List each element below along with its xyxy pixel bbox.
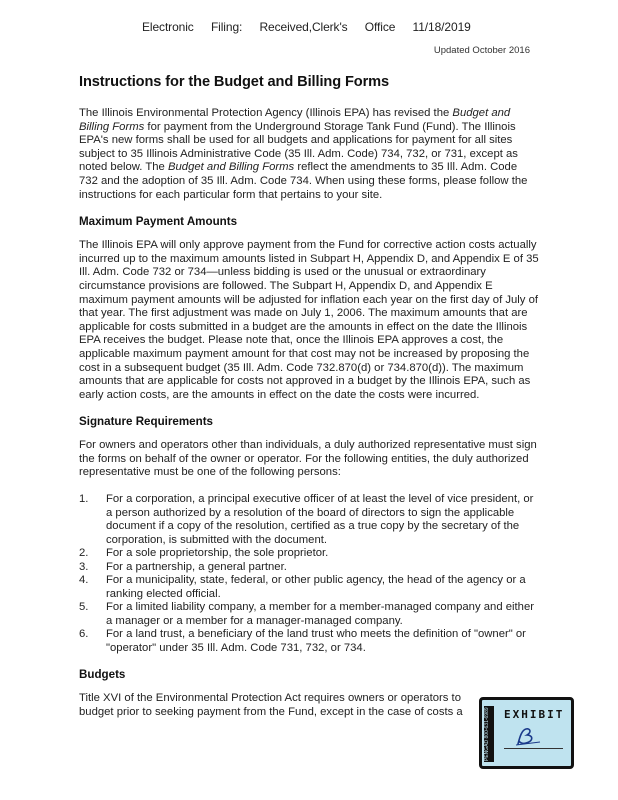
exhibit-vendor-text: PENGAD 800-631-6989 — [484, 706, 494, 762]
list-item — [79, 628, 539, 655]
list-item — [79, 547, 539, 561]
max-payment-heading: Maximum Payment Amounts — [79, 215, 238, 229]
list-number: 6. — [79, 628, 89, 641]
intro-emphasis-1: Budget and Billing Forms — [79, 107, 511, 133]
filing-received: Received,Clerk's — [259, 20, 348, 34]
exhibit-handwritten-mark-icon — [514, 726, 544, 748]
intro-part-2: for payment from the Underground Storage Tank Fund (Fund). The Illinois EPA's new forms shall be used for all budgets and applications for payment for all sites subject to 35 Illinois Administrative Code (35 Ill. Adm. Code) 734, 732, or 731, except as noted below. The — [79, 120, 518, 174]
budgets-paragraph: Title XVI of the Environmental Protection Act requires owners or operators to budget prior to seeking payment from the Fund, except in the case of costs a — [79, 692, 463, 718]
list-item — [79, 601, 539, 628]
list-item — [79, 561, 539, 575]
list-number: 2. — [79, 547, 89, 560]
list-number: 4. — [79, 574, 89, 587]
max-payment-paragraph: The Illinois EPA will only approve payment from the Fund for corrective action costs actually incurred up to the maximum amounts listed in Subpart H, Appendix D, and Appendix E of 35 Ill. Adm. Code 732 or 734—unless bidding is used or the unusual or extraordinary circumstance provisions are followed. The Subpart H, Appendix D, and Appendix E maximum payment amounts will be adjusted for inflation each year on the first day of July of that year. The first adjustment was made on July 1, 2006. The maximum amounts that are applicable for costs submitted in a budget are the amounts in effect on the date the Illinois EPA receives the budget. Please note that, once the Illinois EPA approves a cost, the applicable maximum payment amount for that cost may not be increased by proposing the cost in a subsequent budget (35 Ill. Adm. Code 732.870(d) or 734.870(d)). The maximum amounts that are applicable for costs not approved in a budget by the Illinois EPA, such as early action costs, are the amounts in effect on the date the costs were incurred. — [79, 239, 539, 401]
list-item-text: For a land trust, a beneficiary of the land trust who meets the definition of "owner" or "operator" under 35 Ill. Adm. Code 731, 732, or 734. — [106, 628, 526, 654]
filing-stamp-header — [142, 20, 485, 34]
exhibit-label: EXHIBIT — [504, 708, 565, 721]
filing-office: Office — [364, 20, 396, 34]
list-item — [79, 574, 539, 601]
exhibit-signature-line — [504, 748, 563, 749]
filing-label: Filing: — [210, 20, 243, 34]
list-number: 1. — [79, 493, 89, 506]
list-item-text: For a sole proprietorship, the sole proprietor. — [106, 547, 329, 560]
intro-part-3: reflect the amendments to 35 Ill. Adm. Code 732 and the adoption of 35 Ill. Adm. Code 734. When using these forms, please follow the instructions for each particular form that pertains to your site. — [79, 161, 528, 201]
intro-paragraph — [79, 107, 539, 202]
filing-electronic: Electronic — [142, 20, 194, 34]
intro-part-1: The Illinois Environmental Protection Agency (Illinois EPA) has revised the — [79, 107, 453, 119]
list-item-text: For a partnership, a general partner. — [106, 560, 287, 573]
filing-date: 11/18/2019 — [412, 20, 471, 34]
signature-heading: Signature Requirements — [79, 415, 214, 429]
list-number: 5. — [79, 601, 89, 614]
page-title: Instructions for the Budget and Billing Forms — [79, 74, 390, 90]
document-body — [79, 74, 539, 732]
list-number: 3. — [79, 560, 89, 573]
list-item — [79, 493, 539, 547]
budgets-heading: Budgets — [79, 668, 126, 682]
updated-date: Updated October 2016 — [433, 45, 530, 56]
signature-paragraph: For owners and operators other than individuals, a duly authorized representative must sign the forms on behalf of the owner or operator. For the following entities, the duly authorized representative must be one of the following persons: — [79, 439, 537, 479]
exhibit-sticker — [479, 697, 574, 769]
intro-emphasis-2: Budget and Billing Forms — [167, 161, 295, 174]
authorized-persons-list — [79, 493, 539, 655]
list-item-text: For a limited liability company, a member for a member-managed company and either a manager or a member for a manager-managed company. — [106, 601, 535, 627]
list-item-text: For a municipality, state, federal, or other public agency, the head of the agency or a ranking elected official. — [106, 574, 526, 600]
list-item-text: For a corporation, a principal executive officer of at least the level of vice president, or a person authorized by a resolution of the board of directors to sign the applicable document if a copy of the resolution, certified as a true copy by the secretary of the corporation, is submitted with the document. — [106, 493, 534, 546]
